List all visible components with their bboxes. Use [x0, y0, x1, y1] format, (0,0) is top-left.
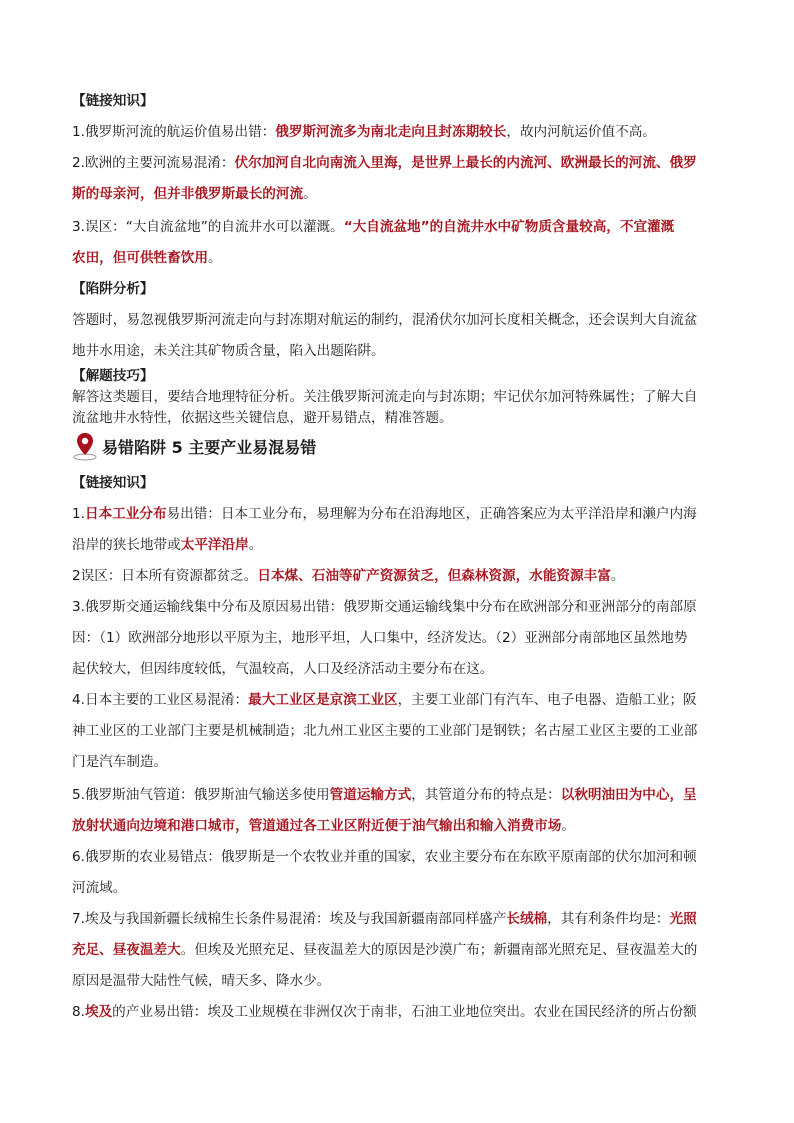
knowledge-item-5-cont: 放射状通向边境和港口城市，管道通过各工业区附近便于油气输出和输入消费市场。: [72, 818, 575, 834]
knowledge-item-4-line-2: 神工业区的工业部门主要是机械制造；北九州工业区主要的工业部门是钢铁；名古屋工业区主要的工业部: [72, 723, 698, 739]
trap-analysis-line-1: 答题时，易忽视俄罗斯河流走向与封冻期对航运的制约，混淆伏尔加河长度相关概念，还会误判大自流盆: [72, 312, 698, 328]
knowledge-item-4: 4.日本主要的工业区易混淆：最大工业区是京滨工业区，主要工业部门有汽车、电子电器、造船工业；阪: [72, 692, 697, 708]
section-header-solving-tips: 【解题技巧】: [72, 368, 154, 384]
section-header-link-knowledge: 【链接知识】: [72, 93, 154, 109]
map-pin-icon: [72, 431, 98, 461]
paragraph-item-1: 1.俄罗斯河流的航运价值易出错：俄罗斯河流多为南北走向且封冻期较长，故内河航运价值不高。: [72, 124, 656, 140]
knowledge-item-8: 8.埃及的产业易出错：埃及工业规模在非洲仅次于南非，石油工业地位突出。农业在国民经济的所占份额: [72, 1004, 697, 1020]
knowledge-item-7: 7.埃及与我国新疆长绒棉生长条件易混淆：埃及与我国新疆南部同样盛产长绒棉，其有利条件均是：光照: [72, 911, 697, 927]
paragraph-item-3: 3.误区：“大自流盆地”的自流井水可以灌溉。“大自流盆地”的自流井水中矿物质含量较高，不宜灌溉: [72, 219, 675, 235]
knowledge-item-6-line-1: 6.俄罗斯的农业易错点：俄罗斯是一个农牧业并重的国家，农业主要分布在东欧平原南部的伏尔加河和顿: [72, 849, 697, 865]
section-title: [72, 431, 316, 461]
knowledge-item-1-cont: 沿岸的狭长地带或太平洋沿岸。: [72, 537, 263, 553]
section-header-trap-analysis: 【陷阱分析】: [72, 281, 154, 297]
knowledge-item-3-line-3: 起伏较大，但因纬度较低，气温较高，人口及经济活动主要分布在这。: [72, 661, 494, 677]
solving-tips-line-1: 解答这类题目，要结合地理特征分析。关注俄罗斯河流走向与封冻期；牢记伏尔加河特殊属性；了解大自: [72, 389, 698, 405]
knowledge-item-1: 1.日本工业分布易出错：日本工业分布，易理解为分布在沿海地区，正确答案应为太平洋沿岸和濑户内海: [72, 506, 697, 522]
knowledge-item-4-line-3: 门是汽车制造。: [72, 754, 168, 770]
section-header-link-knowledge-2: 【链接知识】: [72, 475, 154, 491]
knowledge-item-2: 2误区：日本所有资源都贫乏。日本煤、石油等矿产资源贫乏，但森林资源，水能资源丰富。: [72, 568, 625, 584]
solving-tips-line-2: 流盆地井水特性，依据这些关键信息，避开易错点，精准答题。: [72, 410, 453, 426]
paragraph-item-2-cont: 斯的母亲河，但并非俄罗斯最长的河流。: [72, 186, 317, 202]
knowledge-item-6-line-2: 河流域。: [72, 880, 127, 896]
knowledge-item-3-line-2: 因：（1）欧洲部分地形以平原为主，地形平坦，人口集中，经济发达。（2）亚洲部分南部地区虽然地势: [72, 630, 688, 646]
knowledge-item-5: 5.俄罗斯油气管道：俄罗斯油气输送多使用管道运输方式，其管道分布的特点是：以秋明油田为中心，呈: [72, 787, 697, 803]
knowledge-item-3-line-1: 3.俄罗斯交通运输线集中分布及原因易出错：俄罗斯交通运输线集中分布在欧洲部分和亚洲部分的南部原: [72, 599, 697, 615]
paragraph-item-3-cont: 农田，但可供牲畜饮用。: [72, 250, 222, 266]
paragraph-item-2: 2.欧洲的主要河流易混淆：伏尔加河自北向南流入里海，是世界上最长的内流河、欧洲最长的河流、俄罗: [72, 155, 697, 171]
knowledge-item-7-line-3: 原因是温带大陆性气候，晴天多、降水少。: [72, 973, 331, 989]
trap-analysis-line-2: 地井水用途，未关注其矿物质含量，陷入出题陷阱。: [72, 343, 385, 359]
knowledge-item-7-cont: 充足、昼夜温差大。但埃及光照充足、昼夜温差大的原因是沙漠广布；新疆南部光照充足、昼夜温差大的: [72, 942, 698, 958]
section-title-text: 易错陷阱 5 主要产业易混易错: [102, 437, 317, 457]
